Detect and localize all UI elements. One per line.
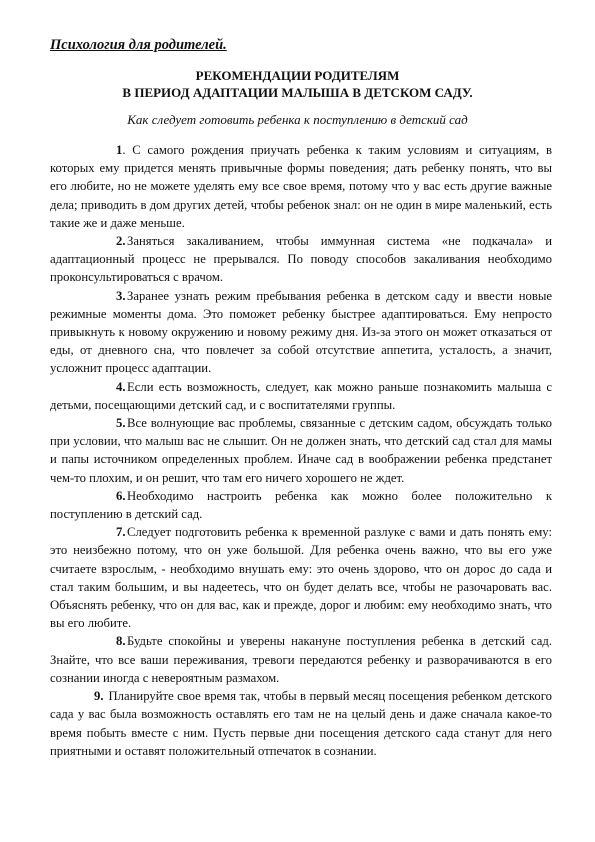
section-header: Психология для родителей.: [50, 37, 227, 53]
item-text: Заняться закаливанием, чтобы иммунная система «не подкачала» и адаптационный процесс не прерывался. По поводу способов закаливания необходимо проконсультироваться с врачом.: [50, 234, 552, 285]
item-number: 4.: [116, 379, 126, 394]
title-line-1: РЕКОМЕНДАЦИИ РОДИТЕЛЯМ: [195, 68, 400, 83]
item-number: 8.: [116, 634, 126, 649]
item-text: Будьте спокойны и уверены накануне поступления ребенка в детский сад. Знайте, что все ваши переживания, тревоги передаются ребенку и разворачиваются в его сознании иногда с невероятным размахом.: [50, 634, 552, 685]
title-line-2: В ПЕРИОД АДАПТАЦИИ МАЛЫША В ДЕТСКОМ САДУ.: [122, 85, 473, 100]
item-number: 1: [116, 143, 123, 157]
list-item: [50, 287, 552, 378]
item-number: 9.: [94, 689, 104, 704]
item-text: Необходимо настроить ребенка как можно более положительно к поступлению в детский сад.: [50, 488, 552, 522]
item-text: Планируйте свое время так, чтобы в первый месяц посещения ребенком детского сада у вас была возможность оставлять его там не на целый день и даже сначала какое-то время побыть вместе с ним. Пусть первые дни посещения детского сада станут для него приятными и оставят положительный отпечаток в сознании.: [50, 689, 552, 758]
item-number: 2.: [116, 234, 126, 249]
item-text: . С самого рождения приучать ребенка к таким условиям и ситуациям, в которых ему придется менять привычные формы поведения; дать ребенку понять, что вы его любите, но не можете уделять ему все свое время, потому что у вас есть другие важные дела; приводить в дом других детей, чтобы ребенок знал: он не один в мире маленький, есть такие же и даже меньше.: [50, 143, 552, 230]
item-text: Заранее узнать режим пребывания ребенка в детском саду и ввести новые режимные моменты дома. Это поможет ребенку быстрее адаптироваться. Ему непросто привыкнуть к новому окружению и новому режиму дня. Из-за этого он может отказаться от еды, от дневного сна, что повлечет за собой отсутствие аппетита, усталость, а значит, усложнит процесс адаптации.: [50, 288, 552, 376]
item-number: 5.: [116, 416, 126, 431]
item-number: 6.: [116, 488, 126, 503]
list-item: [50, 414, 552, 487]
item-number: 3.: [116, 288, 126, 303]
list-item: [50, 523, 552, 632]
list-item: [50, 141, 552, 232]
page-title: [60, 67, 535, 101]
item-number: 7.: [116, 525, 126, 540]
list-item: [50, 632, 552, 687]
item-text: Следует подготовить ребенка к временной разлуке с вами и дать понять ему: это неизбежно потому, что он уже большой. Для ребенка очень важно, что вы его уже считаете взрослым, - необходимо внушать ему: это очень здорово, что он дорос до сада и стал таким большим, и вы надеетесь, что он будет делать все, чтобы не разочаровать вас. Объяснять ребенку, что он для вас, как и прежде, дорог и любим: ему необходимо знать, что вы его любите.: [50, 525, 552, 631]
list-item: [50, 487, 552, 523]
item-text: Все волнующие вас проблемы, связанные с детским садом, обсуждать только при условии, что малыш вас не слышит. Он не должен знать, что детский сад стал для мамы и папы источником определенных проблем. Иначе сад в воображении ребенка предстанет чем-то плохим, и он решит, что там его ничего хорошего не ждет.: [50, 416, 552, 485]
list-item: [50, 378, 552, 414]
item-text: Если есть возможность, следует, как можно раньше познакомить малыша с детьми, посещающими детский сад, и с воспитателями группы.: [50, 379, 552, 412]
list-item: [50, 232, 552, 287]
page-subtitle: Как следует готовить ребенка к поступлению в детский сад: [127, 112, 468, 127]
list-item: [50, 687, 552, 760]
recommendations-list: [50, 141, 552, 760]
